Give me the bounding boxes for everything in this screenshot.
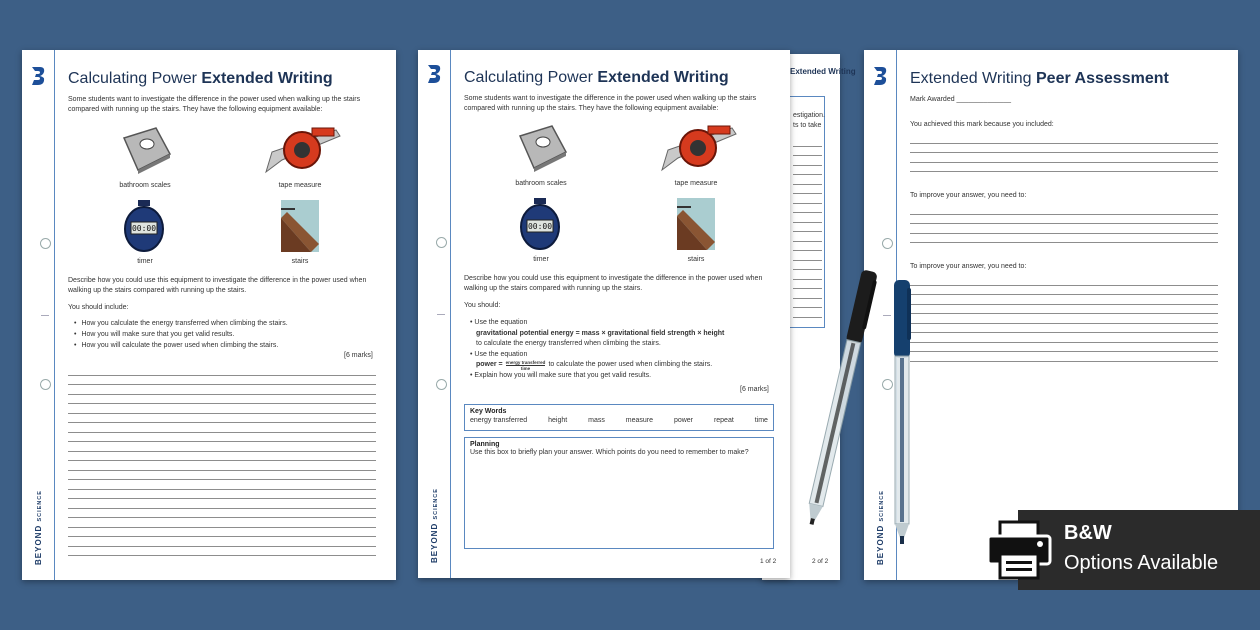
title-bold: Peer Assessment — [1036, 70, 1169, 87]
improve-prompt: To improve your answer, you need to: — [910, 192, 1027, 199]
marks-label: [6 marks] — [740, 386, 769, 393]
beyond-logo-icon — [426, 64, 442, 84]
bw-options-banner — [1018, 510, 1260, 590]
intro-text: Some students want to investigate the difference in the power used when walking up the stairs compared with running up the stairs. They have the following equipment available: — [464, 95, 757, 112]
banner-title: B&W — [1064, 522, 1112, 544]
keyword: mass — [588, 417, 605, 424]
black-pen-icon — [802, 262, 882, 532]
list-item: • How you will calculate the power used when climbing the stairs. — [74, 340, 374, 351]
improve-lines[interactable] — [910, 205, 1218, 243]
page-title — [68, 70, 333, 88]
svg-text:00:00: 00:00 — [527, 222, 553, 231]
fold-mark — [41, 315, 49, 316]
equipment-caption: bathroom scales — [119, 182, 171, 189]
equipment-caption: tape measure — [278, 182, 322, 189]
binder-hole — [40, 379, 51, 390]
keyword: height — [548, 417, 568, 424]
key-words-title: Key Words — [470, 408, 507, 415]
binder-hole — [436, 237, 447, 248]
mark-awarded-field[interactable]: Mark Awarded ______________ — [910, 96, 1012, 103]
equation: gravitational potential energy = mass × gravitational field strength × height — [476, 329, 725, 337]
beyond-logo-icon — [30, 66, 46, 86]
equipment-caption: bathroom scales — [515, 180, 567, 187]
equipment-caption: stairs — [687, 256, 705, 263]
brand-name: BEYOND — [34, 524, 43, 565]
equation-lhs: power = — [476, 361, 503, 369]
instruction-list — [470, 318, 780, 382]
describe-text: Describe how you could use this equipment to investigate the difference in the power used when walking up the stairs compared with running up the stairs. — [68, 277, 367, 294]
brand-sub: SCIENCE — [433, 488, 439, 520]
key-words-box — [464, 404, 774, 431]
box-text: estigation. — [793, 112, 825, 119]
title-bold: Extended Writing — [201, 70, 333, 87]
equipment-caption: stairs — [291, 258, 309, 265]
list-item: • How you will make sure that you get valid results. — [74, 329, 374, 340]
list-item: • How you calculate the energy transferred when climbing the stairs. — [74, 318, 374, 329]
keyword: measure — [625, 417, 654, 424]
include-list — [74, 318, 374, 351]
equipment-caption: timer — [533, 256, 549, 263]
binder-hole — [882, 238, 893, 249]
brand-sub: SCIENCE — [37, 490, 43, 522]
title-plain: Calculating Power — [68, 70, 202, 87]
stairs-icon — [677, 198, 715, 250]
binder-hole — [40, 238, 51, 249]
list-item: • Use the equation — [470, 350, 528, 358]
improve-lines[interactable] — [910, 276, 1218, 362]
use-equation-label: Use the equation — [474, 319, 528, 326]
fraction — [506, 360, 546, 371]
box-text: ts to take — [793, 122, 822, 129]
equipment-caption: tape measure — [674, 180, 718, 187]
equation-note: to calculate the power used when climbing the stairs. — [548, 361, 713, 369]
title-plain: Calculating Power — [464, 69, 598, 86]
banner-subtitle: Options Available — [1064, 552, 1219, 574]
bathroom-scales-icon — [116, 124, 174, 176]
describe-text: Describe how you could use this equipment to investigate the difference in the power used when walking up the stairs compared with running up the stairs. — [464, 275, 763, 292]
beyond-science-wordmark — [34, 490, 43, 565]
tape-measure-icon — [262, 122, 340, 178]
tape-measure-icon — [658, 120, 736, 176]
improve-prompt: To improve your answer, you need to: — [910, 263, 1027, 270]
keyword: power — [673, 417, 694, 424]
fold-mark — [437, 314, 445, 315]
page-title — [910, 70, 1169, 88]
fraction-numerator: energy transferred — [505, 360, 546, 365]
page-number: 1 of 2 — [760, 558, 777, 565]
equation-note: to calculate the energy transferred when climbing the stairs. — [476, 340, 661, 347]
beyond-science-wordmark — [430, 488, 439, 563]
margin-line — [450, 50, 451, 578]
explain-text: Explain how you will make sure that you get valid results. — [474, 372, 652, 379]
worksheet-page-1 — [22, 50, 396, 580]
printer-icon — [984, 518, 1054, 582]
title-plain: Extended Writing — [910, 70, 1036, 87]
achieved-prompt: You achieved this mark because you included: — [910, 121, 1054, 128]
equipment-caption: timer — [137, 258, 153, 265]
page-title-fragment: Extended Writing — [790, 67, 856, 76]
worksheet-page-1-detailed — [418, 50, 790, 578]
should-label: You should: — [464, 302, 501, 309]
timer-icon — [124, 200, 164, 252]
planning-title: Planning — [470, 441, 500, 448]
brand-sub: SCIENCE — [879, 490, 885, 522]
bathroom-scales-icon — [512, 122, 570, 174]
marks-label: [6 marks] — [344, 352, 373, 359]
margin-line — [54, 50, 55, 580]
list-item: • Explain how you will make sure that you get valid results. — [470, 372, 652, 379]
answer-lines[interactable] — [68, 366, 376, 556]
intro-text: Some students want to investigate the difference in the power used when walking up the stairs compared with running up the stairs. They have the following equipment available: — [68, 96, 361, 113]
keyword: repeat — [713, 417, 734, 424]
title-bold: Extended Writing — [597, 69, 729, 86]
power-equation — [470, 360, 780, 371]
keyword: time — [754, 417, 768, 424]
timer-icon — [520, 198, 560, 250]
svg-text:00:00: 00:00 — [131, 224, 157, 233]
blue-pen-icon — [882, 276, 922, 548]
planning-text: Use this box to briefly plan your answer. Which points do you need to remember to make? — [470, 449, 749, 456]
list-item: • Use the equation — [470, 319, 528, 326]
binder-hole — [436, 379, 447, 390]
brand-name: BEYOND — [430, 522, 439, 563]
use-equation-label: Use the equation — [474, 350, 528, 358]
achieved-lines[interactable] — [910, 134, 1218, 172]
fraction-denominator: time — [520, 366, 531, 371]
key-words-row — [465, 416, 773, 425]
brand-name: BEYOND — [876, 524, 885, 565]
beyond-logo-icon — [872, 66, 888, 86]
page-title — [464, 69, 729, 87]
include-label: You should include: — [68, 304, 129, 311]
keyword: energy transferred — [470, 417, 528, 424]
stairs-icon — [281, 200, 319, 252]
page-number: 2 of 2 — [812, 558, 829, 565]
planning-box[interactable] — [464, 437, 774, 549]
